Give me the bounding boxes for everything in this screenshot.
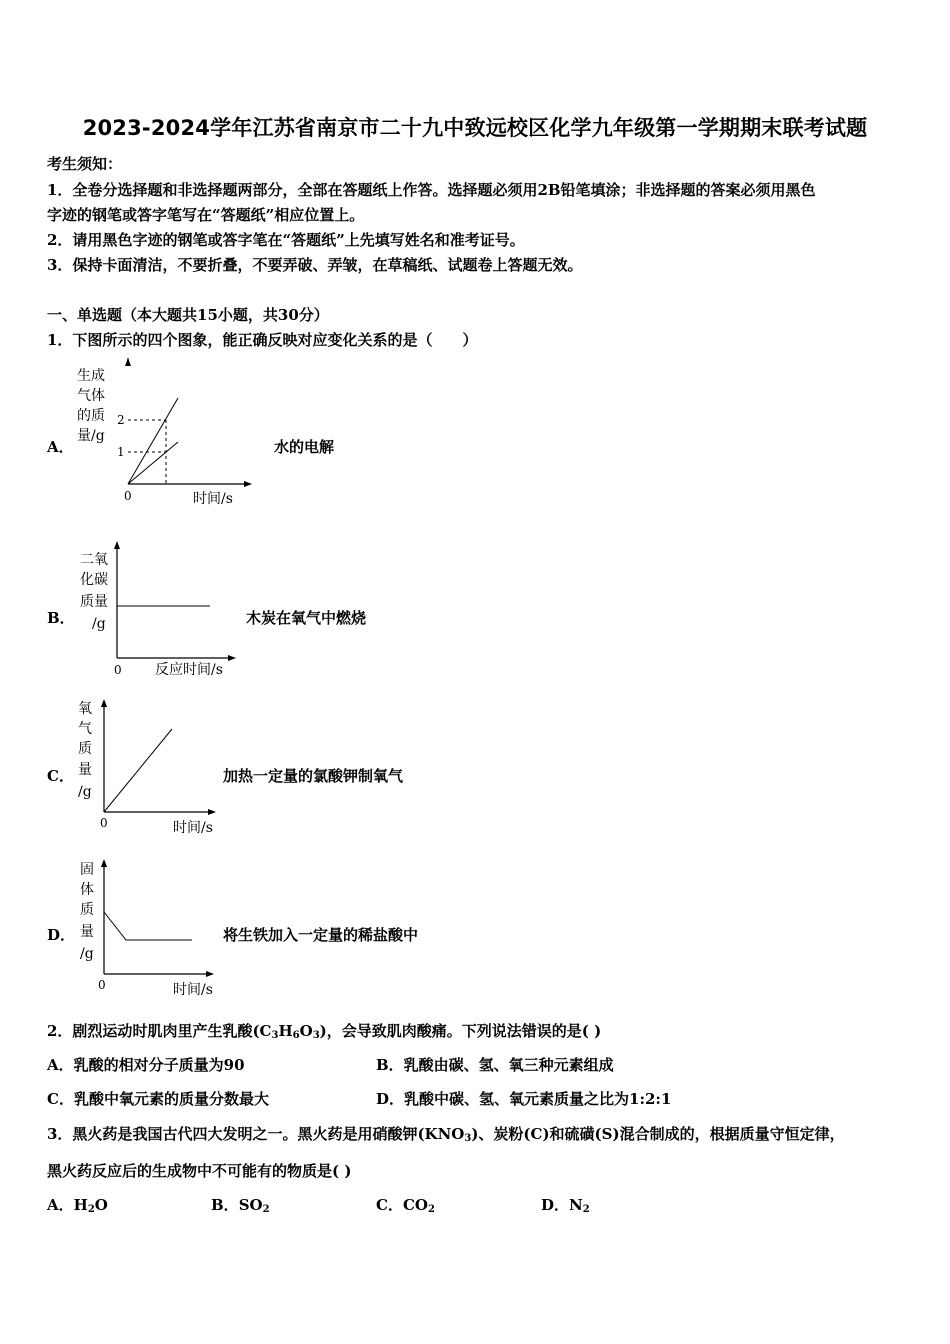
q2-stem: 2．剧烈运动时肌肉里产生乳酸$(C_3H_6O_3)$，会导致肌肉酸痛。下列说法错误的是( ): [47, 1022, 602, 1041]
q1-option-c-desc: 加热一定量的氯酸钾制氧气: [223, 767, 404, 785]
graph-a-ylabel-3: 的质: [77, 408, 105, 424]
q1-graph-b: [70, 540, 250, 682]
q1-option-a-desc: 水的电解: [274, 438, 335, 456]
graph-c-ylabel-5: /g: [78, 784, 92, 800]
q3-option-c[interactable]: C．$CO_2$: [376, 1196, 435, 1215]
q3-option-b[interactable]: B．$SO_2$: [211, 1196, 270, 1215]
q3-option-a[interactable]: A．$H_2O$: [47, 1196, 108, 1215]
graph-d-origin: 0: [98, 978, 106, 992]
q1-option-b-label: B．: [47, 609, 75, 627]
q3-option-d[interactable]: D．$N_2$: [541, 1196, 590, 1215]
graph-c-origin: 0: [100, 816, 108, 830]
notice-line-3: 2．请用黑色字迹的钢笔或答字笔在“答题纸”上先填写姓名和准考证号。: [47, 231, 525, 249]
graph-c-xlabel: 时间/s: [173, 820, 213, 836]
graph-a-tick-1: 1: [117, 445, 125, 459]
graph-a-ylabel-2: 气体: [77, 388, 105, 404]
q3-stem-line-2: 黑火药反应后的生成物中不可能有的物质是( ): [47, 1162, 352, 1180]
q2-option-a[interactable]: A．乳酸的相对分子质量为90: [47, 1056, 245, 1074]
graph-a-tick-2: 2: [117, 413, 125, 427]
q1-stem: 1．下图所示的四个图象，能正确反映对应变化关系的是（ ）: [47, 331, 478, 349]
q1-option-a-label: A．: [47, 438, 74, 456]
graph-b-xlabel: 反应时间/s: [155, 662, 223, 678]
q1-graph-c: [70, 696, 230, 841]
section-heading: 一、单选题（本大题共15小题，共30分）: [47, 306, 329, 324]
graph-c-ylabel-2: 气: [78, 721, 92, 737]
graph-c-ylabel-4: 量: [78, 762, 92, 778]
q1-graph-a: [70, 358, 260, 510]
q1-graph-d: [70, 856, 230, 1001]
graph-b-origin: 0: [114, 663, 122, 677]
graph-d-ylabel-4: 量: [80, 924, 94, 940]
q1-option-d-desc: 将生铁加入一定量的稀盐酸中: [223, 926, 419, 944]
graph-d-ylabel-3: 质: [80, 902, 94, 918]
q2-option-c[interactable]: C．乳酸中氧元素的质量分数最大: [47, 1090, 269, 1108]
graph-b-ylabel-2: 化碳: [80, 572, 108, 588]
q1-option-b-desc: 木炭在氧气中燃烧: [246, 609, 367, 627]
graph-b-ylabel-4: /g: [92, 616, 106, 632]
page-title: 2023-2024学年江苏省南京市二十九中致远校区化学九年级第一学期期末联考试题: [82, 116, 868, 140]
notice-line-1: 1．全卷分选择题和非选择题两部分，全部在答题纸上作答。选择题必须用2B铅笔填涂；非选择题的答案必须用黑色: [47, 181, 816, 199]
q3-stem-line-1: 3．黑火药是我国古代四大发明之一。黑火药是用硝酸钾$(KNO_3)$、炭粉(C)和硫磺(S)混合制成的，根据质量守恒定律，: [47, 1125, 845, 1144]
graph-d-ylabel-5: /g: [80, 946, 94, 962]
graph-a-origin: 0: [124, 489, 132, 503]
notice-heading: 考生须知：: [47, 155, 123, 173]
graph-d-xlabel: 时间/s: [173, 982, 213, 998]
q2-option-b[interactable]: B．乳酸由碳、氢、氧三种元素组成: [376, 1056, 614, 1074]
graph-b-ylabel-1: 二氧: [80, 552, 108, 568]
q1-option-d-label: D．: [47, 926, 76, 944]
notice-line-2: 字迹的钢笔或答字笔写在“答题纸”相应位置上。: [47, 206, 365, 224]
graph-a-xlabel: 时间/s: [193, 491, 233, 507]
graph-d-ylabel-1: 固: [80, 862, 94, 878]
graph-b-ylabel-3: 质量: [80, 594, 108, 610]
q2-option-d[interactable]: D．乳酸中碳、氢、氧元素质量之比为1:2:1: [376, 1090, 672, 1108]
graph-a-ylabel-4: 量/g: [77, 428, 105, 444]
graph-d-ylabel-2: 体: [80, 882, 94, 898]
graph-c-ylabel-3: 质: [78, 741, 92, 757]
graph-a-ylabel-1: 生成: [77, 368, 105, 384]
graph-c-ylabel-1: 氧: [78, 701, 92, 717]
notice-line-4: 3．保持卡面清洁，不要折叠，不要弄破、弄皱，在草稿纸、试题卷上答题无效。: [47, 256, 583, 274]
q1-option-c-label: C．: [47, 767, 74, 785]
